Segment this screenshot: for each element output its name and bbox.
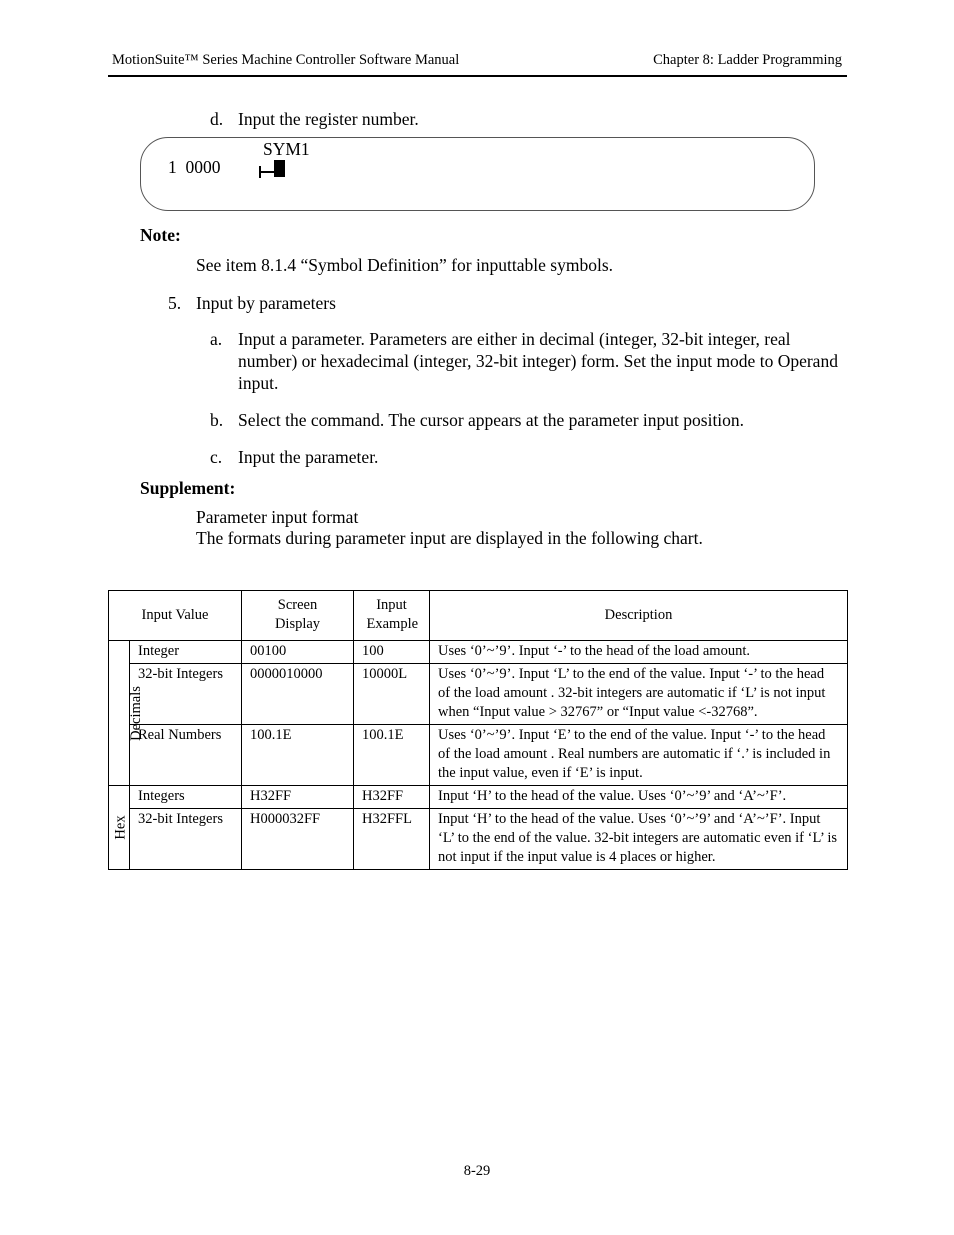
step-d-label: d. (210, 109, 224, 129)
ladder-row-number: 1 0000 (168, 157, 221, 177)
cell-example: H32FF (354, 786, 430, 809)
step-c-label: c. (210, 447, 223, 467)
step-a-label: a. (210, 329, 223, 349)
cell-description: Uses ‘0’~’9’. Input ‘-’ to the head of the load amount. (430, 641, 848, 664)
cell-value: 32-bit Integers (130, 664, 242, 725)
step-b-label: b. (210, 410, 224, 430)
cell-display: 00100 (242, 641, 354, 664)
supplement-line-2: The formats during parameter input are displayed in the following chart. (196, 528, 703, 548)
cell-example: 100.1E (354, 725, 430, 786)
table-row (109, 725, 848, 786)
table-row (109, 809, 848, 870)
header-chapter: Chapter 8: Ladder Programming (653, 52, 842, 68)
cursor-block-icon (274, 160, 285, 177)
supplement-line-1: Parameter input format (196, 507, 359, 527)
group-label: Decimals (127, 685, 144, 741)
cell-example: 10000L (354, 664, 430, 725)
cell-example: 100 (354, 641, 430, 664)
step-5-label: 5. (168, 293, 182, 313)
cell-description: Input ‘H’ to the head of the value. Uses ‘0’~’9’ and ‘A’~’F’. Input ‘L’ to the end of the value. 32-bit integers are automatic even if ‘L’ is not input if the input value is 4 places or higher. (430, 809, 848, 870)
col-header-description: Description (430, 591, 848, 641)
step-c-text: Input the parameter. (238, 447, 379, 467)
cell-example: H32FFL (354, 809, 430, 870)
group-label: Hex (112, 815, 129, 840)
cell-description: Uses ‘0’~’9’. Input ‘E’ to the end of the value. Input ‘-’ to the head of the load amount . Real numbers are automatic if ‘.’ is included in the input value, even if ‘E’ is input. (430, 725, 848, 786)
cell-display: 100.1E (242, 725, 354, 786)
table-header-row (109, 591, 848, 641)
step-5-text: Input by parameters (196, 293, 336, 313)
col-header-screen-display: Screen Display (242, 591, 354, 641)
cell-value: 32-bit Integers (130, 809, 242, 870)
supplement-heading: Supplement: (140, 478, 236, 498)
step-a-text: Input a parameter. Parameters are either in decimal (integer, 32-bit integer, real number) or hexadecimal (integer, 32-bit integer) form. Set the input mode to Operand input. (238, 329, 838, 393)
cell-description: Uses ‘0’~’9’. Input ‘L’ to the end of the value. Input ‘-’ to the head of the load amount . 32-bit integers are automatic if ‘L’ is not input when “Input value > 32767” or “Input value <-32768”. (430, 664, 848, 725)
note-heading: Note: (140, 225, 181, 245)
cell-value: Integer (130, 641, 242, 664)
step-b-text: Select the command. The cursor appears at the parameter input position. (238, 410, 745, 430)
step-a (210, 328, 842, 394)
cell-description: Input ‘H’ to the head of the value. Uses ‘0’~’9’ and ‘A’~’F’. (430, 786, 848, 809)
note-text: See item 8.1.4 “Symbol Definition” for inputtable symbols. (196, 255, 614, 275)
step-d (210, 108, 419, 130)
group-hex (109, 786, 130, 870)
cell-display: H32FF (242, 786, 354, 809)
step-b (210, 409, 842, 431)
cell-value: Integers (130, 786, 242, 809)
parameter-format-table (108, 590, 848, 870)
ladder-screen (140, 137, 815, 211)
group-decimals (109, 641, 144, 786)
table-row (109, 641, 848, 664)
header-title: MotionSuite™ Series Machine Controller Software Manual (112, 52, 460, 68)
step-c (210, 446, 842, 468)
symbol-label: SYM1 (263, 139, 310, 159)
step-d-text: Input the register number. (238, 109, 419, 129)
contact-dash-icon (261, 171, 274, 173)
col-header-input-value: Input Value (109, 591, 242, 641)
cell-value: Real Numbers (130, 725, 242, 786)
header-rule (108, 75, 847, 77)
cell-display: 0000010000 (242, 664, 354, 725)
cell-display: H000032FF (242, 809, 354, 870)
table-row (109, 786, 848, 809)
step-5 (168, 292, 336, 314)
table-row (109, 664, 848, 725)
page-number: 8-29 (463, 1163, 491, 1179)
col-header-input-example: Input Example (354, 591, 430, 641)
